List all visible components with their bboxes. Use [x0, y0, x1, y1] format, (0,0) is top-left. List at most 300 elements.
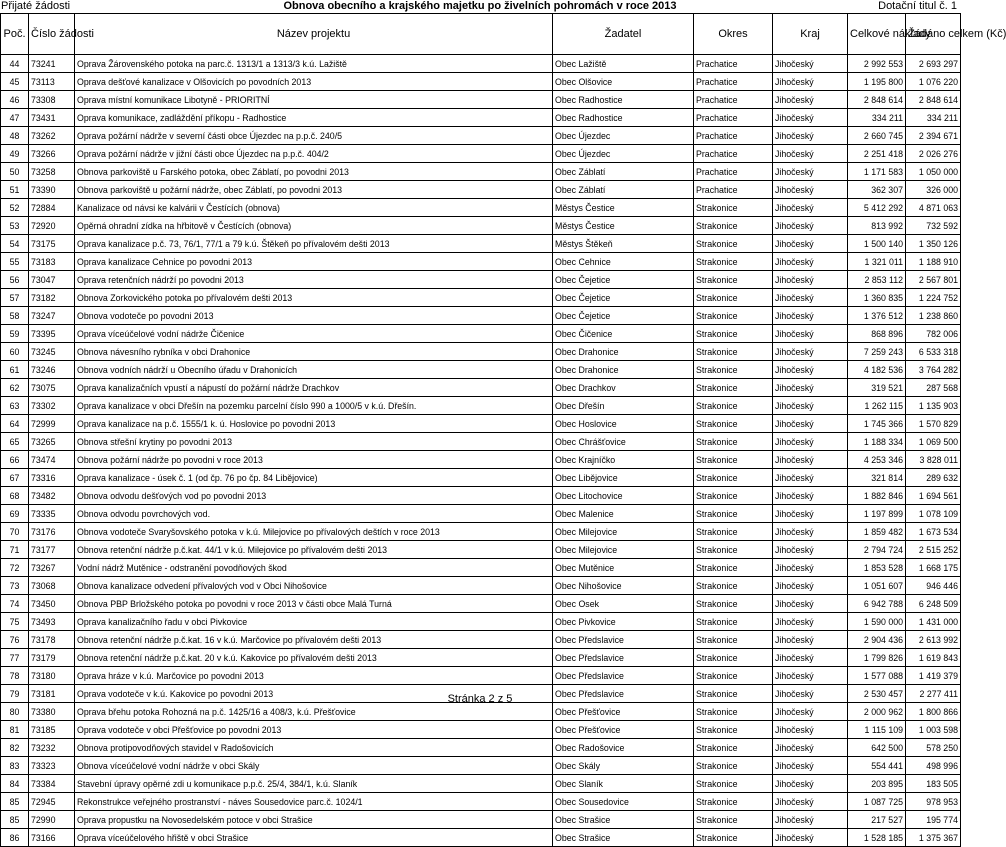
cell-poc: 71 — [1, 541, 29, 559]
cell-okres: Strakonice — [694, 577, 773, 595]
table-row — [1, 181, 961, 199]
cell-nazev: Stavební úpravy opěrné zdi u komunikace p.p.č. 25/4, 384/1, k.ú. Slaník — [75, 775, 553, 793]
cell-nazev: Oprava propustku na Novosedelském potoce v obci Strašice — [75, 811, 553, 829]
cell-zadano: 1 003 598 — [906, 721, 961, 739]
cell-naklady: 1 188 334 — [848, 433, 906, 451]
cell-kraj: Jihočeský — [773, 343, 848, 361]
cell-cislo: 73323 — [29, 757, 75, 775]
cell-cislo: 73302 — [29, 397, 75, 415]
cell-cislo: 72884 — [29, 199, 75, 217]
cell-okres: Strakonice — [694, 451, 773, 469]
cell-cislo: 73178 — [29, 631, 75, 649]
cell-zadatel: Obec Záblatí — [553, 181, 694, 199]
cell-poc: 59 — [1, 325, 29, 343]
cell-zadatel: Obec Drahonice — [553, 361, 694, 379]
cell-zadatel: Obec Předslavice — [553, 631, 694, 649]
cell-cislo: 72990 — [29, 811, 75, 829]
cell-zadatel: Obec Libějovice — [553, 469, 694, 487]
cell-nazev: Oprava vodoteče v k.ú. Kakovice po povodni 2013 — [75, 685, 553, 703]
cell-naklady: 554 441 — [848, 757, 906, 775]
cell-poc: 78 — [1, 667, 29, 685]
cell-okres: Strakonice — [694, 289, 773, 307]
cell-zadano: 2 277 411 — [906, 685, 961, 703]
table-row — [1, 559, 961, 577]
cell-okres: Strakonice — [694, 595, 773, 613]
cell-kraj: Jihočeský — [773, 325, 848, 343]
cell-zadatel: Obec Litochovice — [553, 487, 694, 505]
cell-poc: 60 — [1, 343, 29, 361]
cell-kraj: Jihočeský — [773, 667, 848, 685]
cell-zadano: 2 613 992 — [906, 631, 961, 649]
cell-okres: Strakonice — [694, 343, 773, 361]
cell-naklady: 5 412 292 — [848, 199, 906, 217]
cell-zadano: 498 996 — [906, 757, 961, 775]
cell-zadano: 326 000 — [906, 181, 961, 199]
cell-poc: 75 — [1, 613, 29, 631]
table-row — [1, 487, 961, 505]
cell-cislo: 73047 — [29, 271, 75, 289]
cell-kraj: Jihočeský — [773, 55, 848, 73]
cell-zadatel: Obec Slaník — [553, 775, 694, 793]
cell-poc: 79 — [1, 685, 29, 703]
table-row — [1, 91, 961, 109]
cell-naklady: 1 051 607 — [848, 577, 906, 595]
col-header-kraj: Kraj — [773, 14, 848, 55]
cell-okres: Strakonice — [694, 541, 773, 559]
cell-cislo: 73335 — [29, 505, 75, 523]
cell-kraj: Jihočeský — [773, 505, 848, 523]
table-row — [1, 343, 961, 361]
cell-zadano: 6 533 318 — [906, 343, 961, 361]
cell-poc: 86 — [1, 829, 29, 847]
cell-cislo: 73179 — [29, 649, 75, 667]
cell-okres: Prachatice — [694, 55, 773, 73]
cell-poc: 74 — [1, 595, 29, 613]
cell-zadano: 782 006 — [906, 325, 961, 343]
cell-naklady: 2 000 962 — [848, 703, 906, 721]
cell-cislo: 73180 — [29, 667, 75, 685]
cell-naklady: 2 251 418 — [848, 145, 906, 163]
header-title: Obnova obecního a krajského majetku po živelních pohromách v roce 2013 — [283, 0, 677, 12]
cell-zadatel: Obec Milejovice — [553, 541, 694, 559]
cell-okres: Prachatice — [694, 163, 773, 181]
cell-kraj: Jihočeský — [773, 109, 848, 127]
cell-nazev: Obnova retenční nádrže p.č.kat. 20 v k.ú. Kakovice po přívalovém dešti 2013 — [75, 649, 553, 667]
table-header-row — [1, 14, 961, 55]
cell-kraj: Jihočeský — [773, 271, 848, 289]
cell-zadatel: Obec Radošovice — [553, 739, 694, 757]
cell-zadatel: Obec Pivkovice — [553, 613, 694, 631]
cell-zadano: 1 419 379 — [906, 667, 961, 685]
cell-nazev: Oprava kanalizace - úsek č. 1 (od čp. 76 po čp. 84 Libějovice) — [75, 469, 553, 487]
page-number: Stránka 2 z 5 — [447, 693, 513, 705]
cell-zadatel: Obec Malenice — [553, 505, 694, 523]
cell-kraj: Jihočeský — [773, 829, 848, 847]
cell-naklady: 1 321 011 — [848, 253, 906, 271]
cell-cislo: 73246 — [29, 361, 75, 379]
cell-poc: 85 — [1, 793, 29, 811]
cell-naklady: 1 195 800 — [848, 73, 906, 91]
cell-kraj: Jihočeský — [773, 631, 848, 649]
cell-nazev: Oprava vodoteče v obci Přešťovice po povodni 2013 — [75, 721, 553, 739]
cell-cislo: 73384 — [29, 775, 75, 793]
cell-zadatel: Obec Chrášťovice — [553, 433, 694, 451]
cell-zadano: 3 828 011 — [906, 451, 961, 469]
cell-nazev: Obnova Zorkovického potoka po přívalovém dešti 2013 — [75, 289, 553, 307]
cell-kraj: Jihočeský — [773, 397, 848, 415]
cell-zadano: 1 694 561 — [906, 487, 961, 505]
table-row — [1, 739, 961, 757]
cell-zadatel: Městys Čestice — [553, 199, 694, 217]
cell-cislo: 73390 — [29, 181, 75, 199]
cell-cislo: 73474 — [29, 451, 75, 469]
cell-nazev: Vodní nádrž Mutěnice - odstranění povodňových škod — [75, 559, 553, 577]
table-row — [1, 505, 961, 523]
table-row — [1, 649, 961, 667]
table-row — [1, 217, 961, 235]
cell-cislo: 73262 — [29, 127, 75, 145]
cell-kraj: Jihočeský — [773, 217, 848, 235]
cell-poc: 57 — [1, 289, 29, 307]
cell-okres: Strakonice — [694, 685, 773, 703]
cell-cislo: 73267 — [29, 559, 75, 577]
cell-zadatel: Obec Radhostice — [553, 91, 694, 109]
cell-nazev: Obnova retenční nádrže p.č.kat. 44/1 v k.ú. Milejovice po přívalovém dešti 2013 — [75, 541, 553, 559]
cell-zadano: 2 394 671 — [906, 127, 961, 145]
cell-naklady: 7 259 243 — [848, 343, 906, 361]
table-row — [1, 631, 961, 649]
cell-okres: Prachatice — [694, 91, 773, 109]
cell-zadatel: Obec Drahonice — [553, 343, 694, 361]
cell-cislo: 73450 — [29, 595, 75, 613]
cell-nazev: Opěrná ohradní zídka na hřbitově v Čestících (obnova) — [75, 217, 553, 235]
cell-nazev: Obnova protipovodňových stavidel v Radošovicích — [75, 739, 553, 757]
cell-zadatel: Obec Krajníčko — [553, 451, 694, 469]
cell-nazev: Obnova víceúčelové vodní nádrže v obci Skály — [75, 757, 553, 775]
cell-cislo: 73380 — [29, 703, 75, 721]
cell-okres: Prachatice — [694, 145, 773, 163]
cell-zadatel: Obec Přešťovice — [553, 721, 694, 739]
cell-kraj: Jihočeský — [773, 811, 848, 829]
cell-zadano: 1 050 000 — [906, 163, 961, 181]
cell-zadatel: Obec Předslavice — [553, 649, 694, 667]
cell-kraj: Jihočeský — [773, 127, 848, 145]
cell-zadano: 1 224 752 — [906, 289, 961, 307]
cell-poc: 64 — [1, 415, 29, 433]
cell-poc: 84 — [1, 775, 29, 793]
cell-kraj: Jihočeský — [773, 649, 848, 667]
cell-kraj: Jihočeský — [773, 739, 848, 757]
cell-nazev: Oprava břehu potoka Rohozná na p.č. 1425/16 a 408/3, k.ú. Přešťovice — [75, 703, 553, 721]
cell-nazev: Obnova vodoteče Svaryšovského potoka v k.ú. Milejovice po přívalových deštích v roce 2013 — [75, 523, 553, 541]
table-row — [1, 793, 961, 811]
cell-poc: 46 — [1, 91, 29, 109]
cell-okres: Prachatice — [694, 181, 773, 199]
cell-kraj: Jihočeský — [773, 595, 848, 613]
cell-cislo: 72920 — [29, 217, 75, 235]
cell-kraj: Jihočeský — [773, 289, 848, 307]
cell-zadatel: Obec Drachkov — [553, 379, 694, 397]
table-row — [1, 811, 961, 829]
cell-zadano: 1 076 220 — [906, 73, 961, 91]
cell-okres: Strakonice — [694, 505, 773, 523]
cell-kraj: Jihočeský — [773, 181, 848, 199]
cell-poc: 65 — [1, 433, 29, 451]
cell-kraj: Jihočeský — [773, 775, 848, 793]
cell-zadano: 195 774 — [906, 811, 961, 829]
cell-poc: 85 — [1, 811, 29, 829]
cell-naklady: 1 799 826 — [848, 649, 906, 667]
cell-nazev: Obnova PBP Brložského potoka po povodni v roce 2013 v části obce Malá Turná — [75, 595, 553, 613]
cell-cislo: 73266 — [29, 145, 75, 163]
cell-cislo: 73176 — [29, 523, 75, 541]
table-row — [1, 163, 961, 181]
table-row — [1, 667, 961, 685]
cell-poc: 50 — [1, 163, 29, 181]
table-row — [1, 523, 961, 541]
table-row — [1, 109, 961, 127]
cell-zadatel: Obec Sousedovice — [553, 793, 694, 811]
cell-naklady: 1 577 088 — [848, 667, 906, 685]
table-row — [1, 577, 961, 595]
cell-zadano: 978 953 — [906, 793, 961, 811]
cell-poc: 62 — [1, 379, 29, 397]
cell-naklady: 334 211 — [848, 109, 906, 127]
cell-zadatel: Obec Osek — [553, 595, 694, 613]
cell-cislo: 73395 — [29, 325, 75, 343]
cell-naklady: 1 197 899 — [848, 505, 906, 523]
cell-poc: 51 — [1, 181, 29, 199]
cell-zadano: 2 848 614 — [906, 91, 961, 109]
cell-kraj: Jihočeský — [773, 757, 848, 775]
cell-kraj: Jihočeský — [773, 361, 848, 379]
cell-naklady: 2 992 553 — [848, 55, 906, 73]
cell-okres: Strakonice — [694, 703, 773, 721]
cell-naklady: 1 376 512 — [848, 307, 906, 325]
cell-cislo: 73182 — [29, 289, 75, 307]
cell-naklady: 1 262 115 — [848, 397, 906, 415]
cell-okres: Strakonice — [694, 307, 773, 325]
cell-zadano: 289 632 — [906, 469, 961, 487]
cell-zadatel: Městys Čestice — [553, 217, 694, 235]
cell-zadatel: Obec Záblatí — [553, 163, 694, 181]
cell-nazev: Oprava víceúčelového hřiště v obci Strašice — [75, 829, 553, 847]
cell-okres: Strakonice — [694, 253, 773, 271]
cell-naklady: 217 527 — [848, 811, 906, 829]
table-row — [1, 757, 961, 775]
cell-okres: Strakonice — [694, 523, 773, 541]
cell-poc: 66 — [1, 451, 29, 469]
table-row — [1, 325, 961, 343]
cell-kraj: Jihočeský — [773, 145, 848, 163]
table-row — [1, 145, 961, 163]
header-left: Přijaté žádosti — [1, 0, 71, 12]
cell-naklady: 1 853 528 — [848, 559, 906, 577]
cell-poc: 52 — [1, 199, 29, 217]
col-header-naklady: Celkové náklady — [848, 14, 906, 55]
cell-poc: 61 — [1, 361, 29, 379]
table-row — [1, 775, 961, 793]
cell-naklady: 203 895 — [848, 775, 906, 793]
cell-zadatel: Obec Skály — [553, 757, 694, 775]
cell-nazev: Obnova vodních nádrží u Obecního úřadu v Drahonicích — [75, 361, 553, 379]
cell-kraj: Jihočeský — [773, 559, 848, 577]
cell-zadatel: Obec Čejetice — [553, 271, 694, 289]
cell-nazev: Oprava dešťové kanalizace v Olšovicích po povodních 2013 — [75, 73, 553, 91]
cell-cislo: 73308 — [29, 91, 75, 109]
cell-kraj: Jihočeský — [773, 613, 848, 631]
table-row — [1, 595, 961, 613]
cell-cislo: 73258 — [29, 163, 75, 181]
cell-cislo: 72999 — [29, 415, 75, 433]
cell-kraj: Jihočeský — [773, 685, 848, 703]
cell-naklady: 2 530 457 — [848, 685, 906, 703]
cell-cislo: 73113 — [29, 73, 75, 91]
cell-cislo: 73183 — [29, 253, 75, 271]
table-row — [1, 703, 961, 721]
table-row — [1, 235, 961, 253]
cell-poc: 70 — [1, 523, 29, 541]
cell-cislo: 73247 — [29, 307, 75, 325]
col-header-poc: Poč. — [1, 14, 29, 55]
cell-naklady: 642 500 — [848, 739, 906, 757]
cell-zadano: 287 568 — [906, 379, 961, 397]
cell-poc: 53 — [1, 217, 29, 235]
cell-okres: Strakonice — [694, 757, 773, 775]
cell-naklady: 2 904 436 — [848, 631, 906, 649]
table-row — [1, 199, 961, 217]
cell-naklady: 1 115 109 — [848, 721, 906, 739]
cell-nazev: Oprava víceúčelové vodní nádrže Čičenice — [75, 325, 553, 343]
cell-zadatel: Obec Přešťovice — [553, 703, 694, 721]
cell-poc: 54 — [1, 235, 29, 253]
cell-zadano: 1 375 367 — [906, 829, 961, 847]
cell-nazev: Oprava kanalizačních vpustí a nápustí do požární nádrže Drachkov — [75, 379, 553, 397]
cell-zadano: 1 668 175 — [906, 559, 961, 577]
cell-poc: 67 — [1, 469, 29, 487]
cell-kraj: Jihočeský — [773, 253, 848, 271]
cell-nazev: Oprava retenčních nádrží po povodni 2013 — [75, 271, 553, 289]
cell-okres: Strakonice — [694, 433, 773, 451]
table-row — [1, 433, 961, 451]
cell-poc: 69 — [1, 505, 29, 523]
cell-naklady: 6 942 788 — [848, 595, 906, 613]
table-row — [1, 73, 961, 91]
table-row — [1, 613, 961, 631]
cell-zadano: 1 135 903 — [906, 397, 961, 415]
table-row — [1, 379, 961, 397]
cell-poc: 44 — [1, 55, 29, 73]
cell-okres: Strakonice — [694, 217, 773, 235]
cell-poc: 55 — [1, 253, 29, 271]
cell-nazev: Obnova střešní krytiny po povodni 2013 — [75, 433, 553, 451]
cell-nazev: Obnova požární nádrže po povodni v roce 2013 — [75, 451, 553, 469]
document-header — [0, 0, 960, 14]
cell-okres: Strakonice — [694, 613, 773, 631]
cell-zadatel: Obec Dřešín — [553, 397, 694, 415]
cell-naklady: 1 171 583 — [848, 163, 906, 181]
table-row — [1, 127, 961, 145]
cell-nazev: Oprava kanalizačního řadu v obci Pivkovice — [75, 613, 553, 631]
cell-kraj: Jihočeský — [773, 199, 848, 217]
cell-nazev: Kanalizace od návsi ke kalvárii v Čestících (obnova) — [75, 199, 553, 217]
col-header-zadano: Žádáno celkem (Kč) — [906, 14, 961, 55]
cell-zadatel: Obec Radhostice — [553, 109, 694, 127]
cell-zadatel: Obec Újezdec — [553, 127, 694, 145]
cell-cislo: 73482 — [29, 487, 75, 505]
cell-kraj: Jihočeský — [773, 433, 848, 451]
cell-okres: Strakonice — [694, 631, 773, 649]
table-row — [1, 721, 961, 739]
cell-zadano: 2 515 252 — [906, 541, 961, 559]
cell-zadano: 2 567 801 — [906, 271, 961, 289]
cell-zadano: 1 238 860 — [906, 307, 961, 325]
cell-naklady: 1 500 140 — [848, 235, 906, 253]
cell-cislo: 73075 — [29, 379, 75, 397]
cell-okres: Prachatice — [694, 109, 773, 127]
cell-cislo: 73316 — [29, 469, 75, 487]
cell-poc: 47 — [1, 109, 29, 127]
table-row — [1, 469, 961, 487]
cell-okres: Strakonice — [694, 469, 773, 487]
cell-zadano: 1 078 109 — [906, 505, 961, 523]
cell-naklady: 321 814 — [848, 469, 906, 487]
cell-kraj: Jihočeský — [773, 379, 848, 397]
cell-okres: Prachatice — [694, 127, 773, 145]
cell-nazev: Oprava požární nádrže v severní části obce Újezdec na p.p.č. 240/5 — [75, 127, 553, 145]
cell-zadano: 2 693 297 — [906, 55, 961, 73]
cell-cislo: 73166 — [29, 829, 75, 847]
cell-okres: Strakonice — [694, 829, 773, 847]
cell-cislo: 73493 — [29, 613, 75, 631]
cell-zadano: 578 250 — [906, 739, 961, 757]
cell-kraj: Jihočeský — [773, 469, 848, 487]
cell-cislo: 73431 — [29, 109, 75, 127]
cell-poc: 80 — [1, 703, 29, 721]
cell-zadatel: Městys Štěkeň — [553, 235, 694, 253]
cell-naklady: 1 528 185 — [848, 829, 906, 847]
cell-kraj: Jihočeský — [773, 415, 848, 433]
cell-nazev: Obnova návesního rybníka v obci Drahonice — [75, 343, 553, 361]
cell-zadatel: Obec Hoslovice — [553, 415, 694, 433]
cell-okres: Strakonice — [694, 325, 773, 343]
cell-okres: Strakonice — [694, 235, 773, 253]
cell-nazev: Obnova vodoteče po povodni 2013 — [75, 307, 553, 325]
cell-zadano: 1 188 910 — [906, 253, 961, 271]
cell-zadano: 732 592 — [906, 217, 961, 235]
cell-naklady: 2 794 724 — [848, 541, 906, 559]
cell-naklady: 4 182 536 — [848, 361, 906, 379]
cell-poc: 68 — [1, 487, 29, 505]
header-right: Dotační titul č. 1 — [878, 0, 957, 12]
cell-kraj: Jihočeský — [773, 451, 848, 469]
cell-zadatel: Obec Újezdec — [553, 145, 694, 163]
cell-kraj: Jihočeský — [773, 793, 848, 811]
cell-poc: 82 — [1, 739, 29, 757]
table-row — [1, 415, 961, 433]
table-row — [1, 271, 961, 289]
col-header-okres: Okres — [694, 14, 773, 55]
cell-naklady: 1 590 000 — [848, 613, 906, 631]
cell-zadano: 1 431 000 — [906, 613, 961, 631]
cell-nazev: Oprava požární nádrže v jižní části obce Újezdec na p.p.č. 404/2 — [75, 145, 553, 163]
cell-zadatel: Obec Mutěnice — [553, 559, 694, 577]
cell-naklady: 2 660 745 — [848, 127, 906, 145]
table-row — [1, 307, 961, 325]
cell-okres: Strakonice — [694, 415, 773, 433]
cell-zadatel: Obec Čičenice — [553, 325, 694, 343]
cell-poc: 49 — [1, 145, 29, 163]
